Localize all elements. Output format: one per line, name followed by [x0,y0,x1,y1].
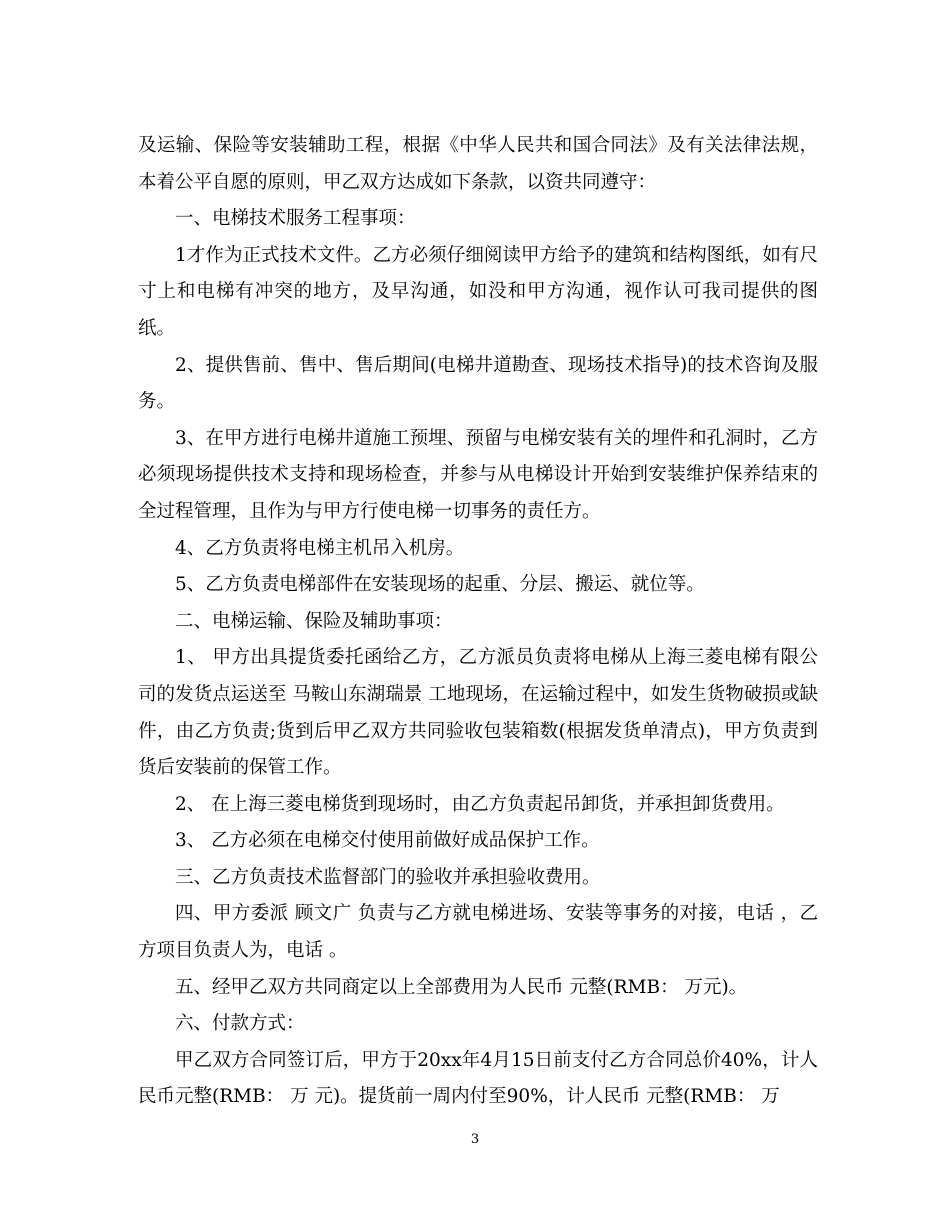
paragraph-item-4-hoisting: 4、乙方负责将电梯主机吊入机房。 [175,537,465,559]
section-three-inspection: 三、乙方负责技术监督部门的验收并承担验收费用。 [175,866,601,888]
document-body [138,128,818,1116]
paragraph-scope: 及运输、保险等安装辅助工程，根据《中华人民共和国合同法》及有关法律法规，本着公平自愿的原则，甲乙双方达成如下条款，以资共同遵守： [138,135,818,193]
paragraph-item-1-drawings: 1才作为正式技术文件。乙方必须仔细阅读甲方给予的建筑和结构图纸，如有尺寸上和电梯有冲突的地方，及早沟通，如没和甲方沟通，视作认可我司提供的图纸。 [138,244,818,339]
paragraph-transport-2: 2、 在上海三菱电梯货到现场时，由乙方负责起吊卸货，并承担卸货费用。 [175,793,785,815]
section-five-total-fee: 五、经甲乙双方共同商定以上全部费用为人民币 元整(RMB： 万元)。 [175,976,748,998]
page-number: 3 [470,1132,480,1147]
paragraph-item-3-shaft-works: 3、在甲方进行电梯井道施工预埋、预留与电梯安装有关的埋件和孔洞时，乙方必须现场提供技术支持和现场检查，并参与从电梯设计开始到安装维护保养结束的全过程管理，且作为与甲方行使电梯一切事务的责任方。 [138,427,818,522]
paragraph-item-5-rigging: 5、乙方负责电梯部件在安装现场的起重、分层、搬运、就位等。 [175,574,705,596]
section-heading-payment: 六、付款方式： [175,1013,305,1035]
paragraph-item-2-consulting: 2、提供售前、售中、售后期间(电梯井道勘查、现场技术指导)的技术咨询及服务。 [138,354,818,413]
section-heading-transport-insurance: 二、电梯运输、保险及辅助事项： [175,610,453,632]
paragraph-transport-1: 1、 甲方出具提货委托函给乙方，乙方派员负责将电梯从上海三菱电梯有限公司的发货点运送至 马鞍山东湖瑞景 工地现场，在运输过程中，如发生货物破损或缺件，由乙方负责;货到后甲乙双方共同验收包装箱数(根据发货单清点)，甲方负责到货后安装前的保管工作。 [138,647,818,779]
paragraph-payment-terms: 甲乙双方合同签订后，甲方于20xx年4月15日前支付乙方合同总价40%，计人民币元整(RMB： 万 元)。提货前一周内付至90%，计人民币 元整(RMB： 万 [138,1049,818,1108]
section-four-contacts: 四、甲方委派 顾文广 负责与乙方就电梯进场、安装等事务的对接，电话 ，乙方项目负责人为，电话 。 [138,903,818,962]
paragraph-transport-3: 3、 乙方必须在电梯交付使用前做好成品保护工作。 [175,830,600,852]
section-heading-technical-service: 一、电梯技术服务工程事项： [175,208,416,230]
